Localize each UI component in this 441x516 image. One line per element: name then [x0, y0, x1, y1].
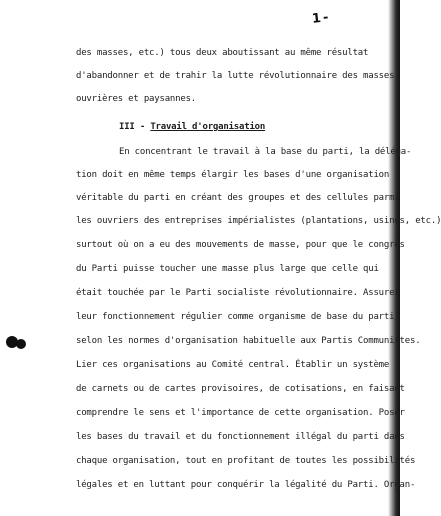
- text-line: d'abandonner et de trahir la lutte révolutionnaire des masses: [76, 71, 395, 81]
- text-line: surtout où on a eu des mouvements de masse, pour que le congrès: [76, 240, 405, 250]
- text-line: des masses, etc.) tous deux aboutissant au même résultat: [76, 48, 369, 58]
- text-line: les ouvriers des entreprises impérialistes (plantations, usines, etc.): [76, 216, 441, 226]
- text-line: En concentrant le travail à la base du parti, la déléga-: [119, 147, 412, 157]
- text-line: véritable du parti en créant des groupes et des cellules parmi: [76, 193, 400, 203]
- text-line: chaque organisation, tout en profitant de toutes les possibilités: [76, 456, 416, 466]
- text-line: tion doit en même temps élargir les bases d'une organisation: [76, 170, 390, 180]
- text-line: était touchée par le Parti socialiste révolutionnaire. Assurer: [76, 288, 400, 298]
- text-line: Lier ces organisations au Comité central. Établir un système: [76, 360, 390, 370]
- text-line: leur fonctionnement régulier comme organisme de base du parti: [76, 312, 395, 322]
- text-line: légales et en luttant pour conquérir la légalité du Parti. Organ-: [76, 480, 416, 490]
- page-number-value: 1: [311, 10, 322, 27]
- text-line: ouvrières et paysannes.: [76, 94, 197, 104]
- page-number-mark: -: [322, 10, 330, 26]
- text-line: du Parti puisse toucher une masse plus large que celle qui: [76, 264, 379, 274]
- section-heading-title: Travail d'organisation: [150, 122, 266, 132]
- text-line: comprendre le sens et l'importance de cette organisation. Poser: [76, 408, 405, 418]
- page-number: [311, 10, 329, 27]
- text-line: selon les normes d'organisation habituelle aux Partis Communistes.: [76, 336, 421, 346]
- section-heading-number: III -: [119, 122, 146, 132]
- text-line: de carnets ou de cartes provisoires, de cotisations, en faisant: [76, 384, 405, 394]
- section-heading: [119, 122, 265, 132]
- text-line: les bases du travail et du fonctionnement illégal du parti dans: [76, 432, 405, 442]
- punch-hole: [16, 339, 26, 349]
